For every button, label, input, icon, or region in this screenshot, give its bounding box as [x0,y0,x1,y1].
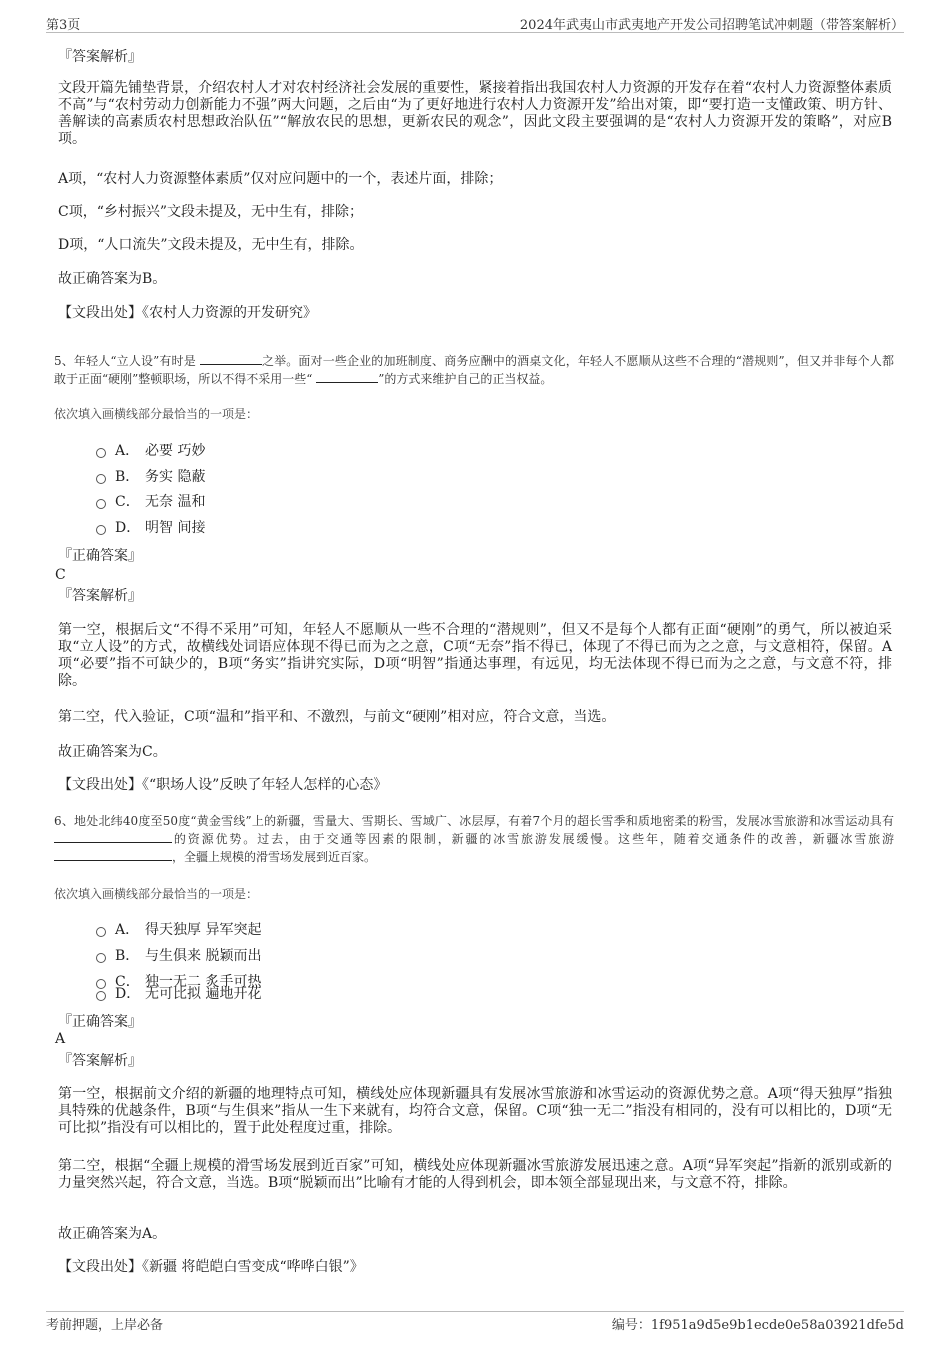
radio-icon[interactable] [96,499,106,509]
page-header [46,12,904,32]
radio-icon[interactable] [96,525,106,535]
analysis-label: 『答案解析』 [58,1053,142,1069]
footer-slogan: 考前押题，上岸必备 [46,1318,164,1333]
document-id: 编号：1f951a9d5e9b1ecde0e58a03921dfe5d [611,1318,904,1333]
q5-option-a[interactable]: A． 必要 巧妙 [96,441,205,461]
radio-icon[interactable] [96,927,106,937]
blank-2 [54,848,172,861]
analysis-paragraph-1: 第一空，根据后文“不得不采用”可知，年轻人不愿顺从一些不合理的“潜规则”，但又不是每个人都有正面“硬刚”的勇气，所以被迫采取“立人设”的方式，故横线处词语应体现不得已而为之之意，C项“无奈”指不得已，体现了不得已而为之之意，与文意相符，保留。A项“必要”指不可缺少的，B项“务实”指讲究实际，D项“明智”指通达事理，有远见，均无法体现不得已而为之之意，与文意不符，排除。 [58,622,892,689]
radio-icon[interactable] [96,991,106,1001]
correct-answer: C [55,567,66,583]
radio-icon[interactable] [96,474,106,484]
question-6-stem: 6、地处北纬40度至50度“黄金雪线”上的新疆，雪量大、雪期长、雪域广、冰层厚，有着7个月的超长雪季和质地密柔的粉雪，发展冰雪旅游和冰雪运动具有的资源优势。过去，由于交通等因素的限制，新疆的冰雪旅游发展缓慢。这些年，随着交通条件的改善，新疆冰雪旅游 ，全疆上规模的滑雪场发展到近百家。 [54,814,894,864]
analysis-label: 『答案解析』 [58,588,142,604]
q5-option-b[interactable]: B． 务实 隐蔽 [96,467,205,487]
document-title: 2024年武夷山市武夷地产开发公司招聘笔试冲刺题（带答案解析） [519,18,904,33]
correct-answer-label: 『正确答案』 [58,1014,142,1030]
analysis-paragraph-2: 第二空，代入验证，C项“温和”指平和、不激烈，与前文“硬刚”相对应，符合文意，当选。 [58,709,616,725]
q6-option-b[interactable]: B． 与生俱来 脱颖而出 [96,946,261,966]
q5-option-d[interactable]: D． 明智 间接 [96,518,205,538]
question-6-prompt: 依次填入画横线部分最恰当的一项是： [54,887,259,901]
passage-source: 【文段出处】《新疆 将皑皑白雪变成“哗哗白银”》 [58,1259,364,1275]
correct-answer-statement: 故正确答案为B。 [58,271,167,287]
q6-option-a[interactable]: A． 得天独厚 异军突起 [96,920,261,940]
page-number: 第3页 [46,18,81,33]
correct-answer-statement: 故正确答案为C。 [58,744,167,760]
analysis-paragraph-2: 第二空，根据“全疆上规模的滑雪场发展到近百家”可知，横线处应体现新疆冰雪旅游发展迅速之意。A项“异军突起”指新的派别或新的力量突然兴起，符合文意，当选。B项“脱颖而出”比喻有才能的人得到机会，即本领全部显现出来，与文意不符，排除。 [58,1158,892,1191]
passage-source: 【文段出处】《农村人力资源的开发研究》 [58,305,317,321]
question-5-stem: 5、年轻人“立人设”有时是 之举。面对一些企业的加班制度、商务应酬中的酒桌文化，年轻人不愿顺从这些不合理的“潜规则”，但又并非每个人都敢于正面“硬刚”整顿职场，所以不得不采用一些“ ”的方式来维护自己的正当权益。 [54,354,894,386]
analysis-option-a: A项，“农村人力资源整体素质”仅对应问题中的一个，表述片面，排除； [58,171,503,187]
q6-option-d[interactable]: D． 无可比拟 遍地开花 [96,984,261,1004]
q5-option-c[interactable]: C． 无奈 温和 [96,492,205,512]
blank-1 [200,352,262,365]
analysis-paragraph: 文段开篇先铺垫背景，介绍农村人才对农村经济社会发展的重要性，紧接着指出我国农村人力资源的开发存在着“农村人力资源整体素质不高”与“农村劳动力创新能力不强”两大问题，之后由“为了更好地进行农村人力资源开发”给出对策，即“要打造一支懂政策、明方针、善解读的高素质农村思想政治队伍”“解放农民的思想，更新农民的观念”，因此文段主要强调的是“农村人力资源开发的策略”，对应B项。 [58,80,892,147]
question-5-prompt: 依次填入画横线部分最恰当的一项是： [54,407,259,421]
correct-answer: A [55,1031,66,1047]
blank-2 [316,370,378,383]
radio-icon[interactable] [96,953,106,963]
q6-option-c[interactable]: C． 独一无二 炙手可热 [96,972,261,992]
radio-icon[interactable] [96,448,106,458]
analysis-option-d: D项，“人口流失”文段未提及，无中生有，排除。 [58,237,364,253]
passage-source: 【文段出处】《“职场人设”反映了年轻人怎样的心态》 [58,777,388,793]
correct-answer-label: 『正确答案』 [58,548,142,564]
blank-1 [54,830,172,843]
analysis-label: 『答案解析』 [58,49,142,65]
header-divider [46,32,904,33]
footer-divider [46,1311,904,1312]
correct-answer-statement: 故正确答案为A。 [58,1226,167,1242]
analysis-paragraph-1: 第一空，根据前文介绍的新疆的地理特点可知，横线处应体现新疆具有发展冰雪旅游和冰雪运动的资源优势之意。A项“得天独厚”指独具特殊的优越条件，B项“与生俱来”指从一生下来就有，均符合文意，保留。C项“独一无二”指没有相同的，没有可以相比的，D项“无可比拟”指没有可以相比的，置于此处程度过重，排除。 [58,1086,892,1136]
analysis-option-c: C项，“乡村振兴”文段未提及，无中生有，排除； [58,204,364,220]
